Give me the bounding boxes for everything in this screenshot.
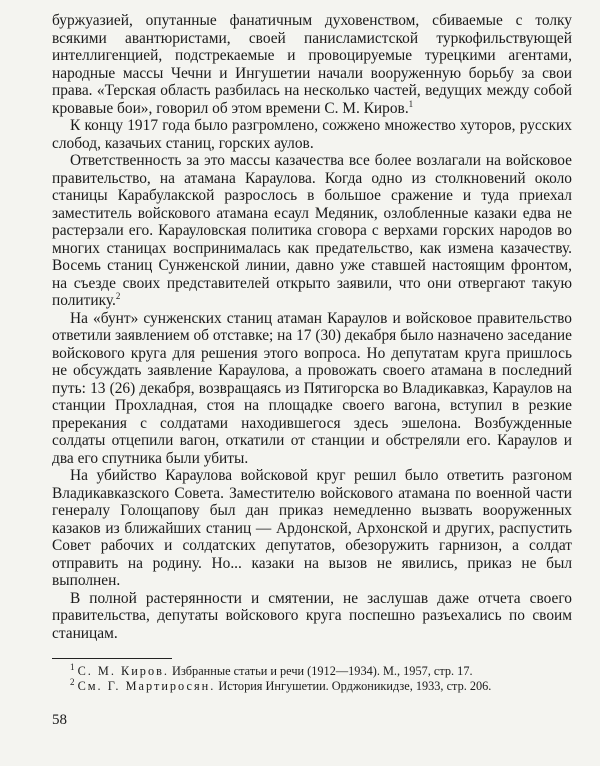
- paragraph: Ответственность за это массы казачества все более возлагали на войсковое правительство, на атамана Караулова. Когда одно из столкновений около станицы Карабулакской разрослось в большое сражение и туда приехал заместитель войскового атамана есаул Медяник, озлобленные казаки едва не растерзали его. Карауловская политика сговора с верхами горских народов во многих станицах воспринималась как предательство, как измена казачеству. Восемь станиц Сунженской линии, давно уже ставшей настоящим фронтом, на съезде своих представителей открыто заявили, что они отвергают такую политику.$^2$: [52, 152, 572, 309]
- page-number: 58: [52, 712, 67, 728]
- paragraph: буржуазией, опутанные фанатичным духовенством, сбиваемые с толку всякими авантюристами, своей панисламистской туркофильствующей интеллигенцией, подстрекаемые и провоцируемые турецкими агентами, народные массы Чечни и Ингушетии начали вооруженную борьбу за свои права. «Терская область разбилась на несколько частей, ведущих между собой кровавые бои», говорил об этом времени С. М. Киров.$^1$: [52, 12, 572, 117]
- paragraph: В полной растерянности и смятении, не заслушав даже отчета своего правительства, депутаты войскового круга поспешно разъехались по своим станицам.: [52, 589, 572, 642]
- paragraph: На «бунт» сунженских станиц атаман Караулов и войсковое правительство ответили заявлением об отставке; на 17 (30) декабря было назначено заседание войскового круга для решения этого вопроса. Но депутатам круга пришлось не обсуждать заявление Караулова, а провожать своего атамана в последний путь: 13 (26) декабря, возвращаясь из Пятигорска во Владикавказ, Караулов на станции Прохладная, стоя на площадке своего вагона, вступил в резкие пререкания с солдатами находившегося здесь эшелона. Возбужденные солдаты отцепили вагон, откатили от станции и обстреляли его. Караулов и два его спутника были убиты.: [52, 309, 572, 467]
- footnote: $^1$ С. М. Киров. Избранные статьи и речи (1912—1934). М., 1957, стр. 17.: [70, 661, 473, 678]
- footnote-ref: 1: [408, 98, 414, 109]
- footnotes: [52, 661, 572, 694]
- page: [52, 12, 572, 694]
- paragraph: На убийство Караулова войсковой круг решил было ответить разгоном Владикавказского Совета. Заместителю войскового атамана по военной части генералу Голощапову был дан приказ немедленно вызвать вооруженных казаков из ближайших станиц — Ардонской, Архонской и других, распустить Совет рабочих и солдатских депутатов, обезоружить гарнизон, а солдат отправить на родину. Но... казаки на вызов не явились, приказ не был выполнен.: [52, 467, 572, 589]
- footnote-ref: 2: [115, 290, 121, 301]
- paragraph: К концу 1917 года было разгромлено, сожжено множество хуторов, русских слобод, казачьих станиц, горских аулов.: [52, 117, 572, 152]
- footnote-divider: [52, 658, 172, 659]
- footnote: $^2$ См. Г. Мартиросян. История Ингушетии. Орджоникидзе, 1933, стр. 206.: [70, 676, 492, 693]
- body-text: [52, 12, 572, 642]
